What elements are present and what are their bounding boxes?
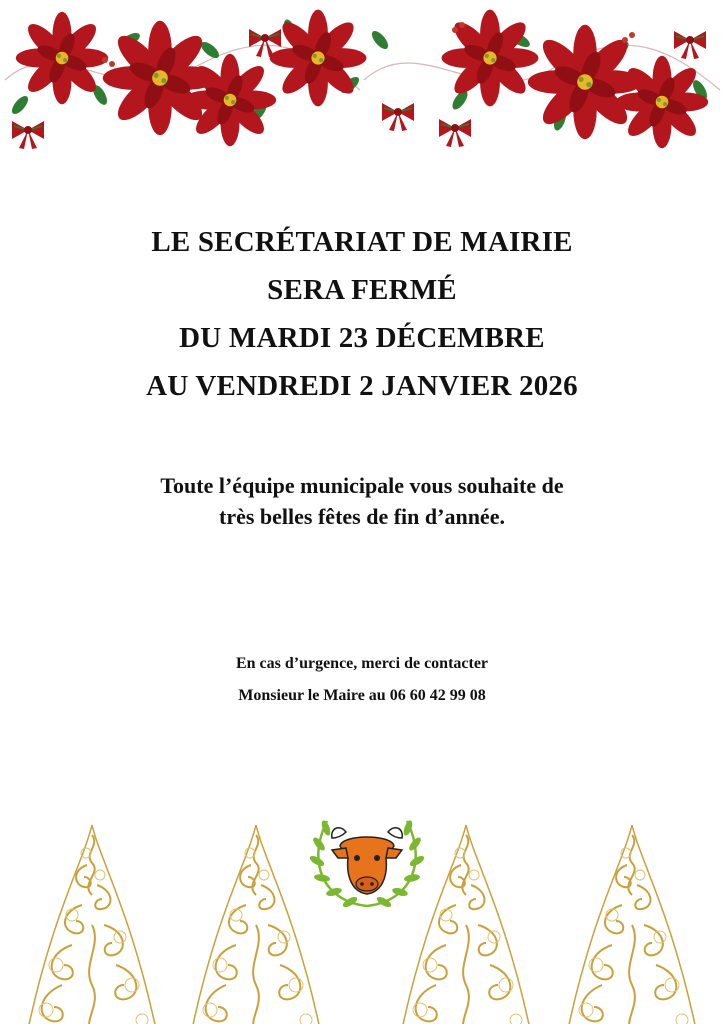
emergency-contact	[0, 648, 724, 712]
municipal-logo	[302, 806, 432, 916]
wishes-line-1: Toute l’équipe municipale vous souhaite de	[160, 473, 564, 498]
headline-line-1: LE SECRÉTARIAT DE MAIRIE	[151, 226, 573, 258]
poinsettia-garland	[0, 0, 724, 170]
wishes-line-2: très belles fêtes de fin d’année.	[219, 504, 505, 529]
headline-line-2: SERA FERMÉ	[267, 274, 457, 306]
holiday-wishes	[0, 470, 724, 532]
emergency-line-2: Monsieur le Maire au 06 60 42 99 08	[238, 687, 486, 704]
headline-line-3: DU MARDI 23 DÉCEMBRE	[179, 322, 545, 354]
closure-announcement	[0, 218, 724, 410]
headline-line-4: AU VENDREDI 2 JANVIER 2026	[146, 370, 578, 402]
bull-head-icon	[332, 828, 403, 894]
emergency-line-1: En cas d’urgence, merci de contacter	[235, 655, 489, 672]
